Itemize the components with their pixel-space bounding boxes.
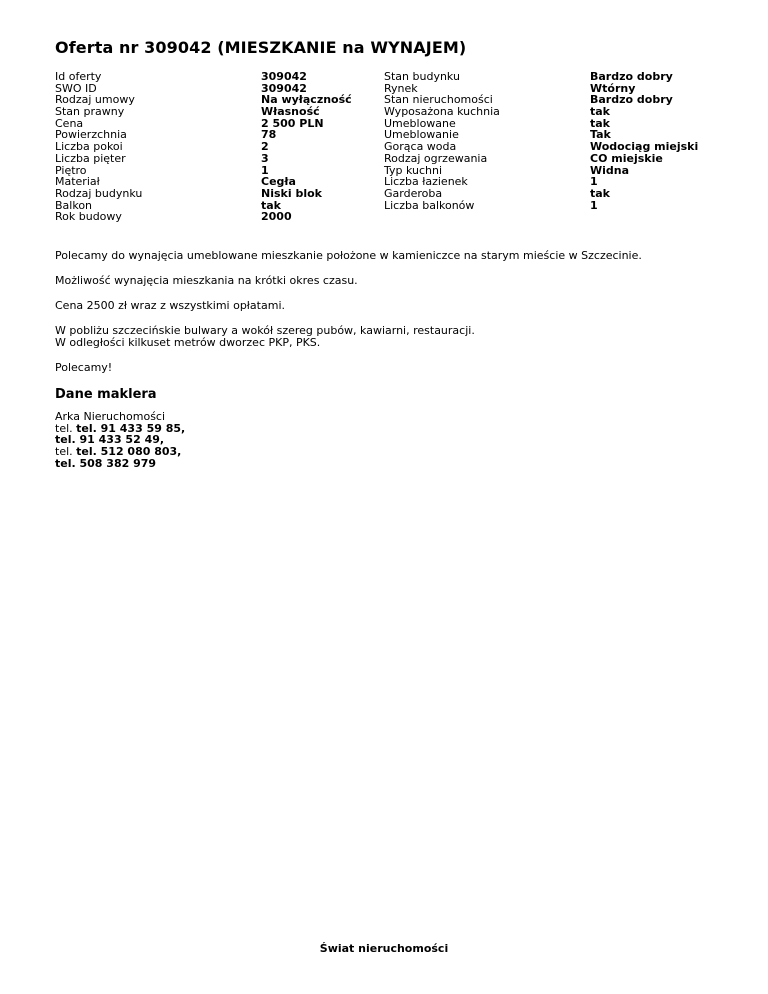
footer-brand: Świat nieruchomości <box>319 942 449 955</box>
detail-value: Bardzo dobry <box>590 93 673 107</box>
detail-label: Balkon <box>55 198 93 212</box>
agent-info <box>55 410 735 470</box>
detail-value: Własność <box>261 105 320 119</box>
detail-value: 2000 <box>261 210 292 224</box>
detail-label: Id oferty <box>55 70 102 83</box>
details-left-values <box>261 71 352 223</box>
offer-description <box>55 250 735 374</box>
detail-label: Umeblowane <box>384 116 456 130</box>
detail-label: Liczba pięter <box>55 151 126 165</box>
details-right-labels <box>384 71 500 211</box>
detail-label: Powierzchnia <box>55 128 127 142</box>
description-line: W odległości kilkuset metrów dworzec PKP, PKS. <box>55 336 321 349</box>
detail-value: Widna <box>590 163 630 177</box>
phone-prefix: tel. <box>55 445 77 459</box>
detail-value: Cegła <box>261 175 296 189</box>
agent-company: Arka Nieruchomości <box>55 410 166 423</box>
detail-label: Piętro <box>55 163 87 177</box>
agent-phone <box>55 458 735 470</box>
detail-label: Rok budowy <box>55 210 122 224</box>
detail-label: Garderoba <box>384 186 443 200</box>
detail-value: Bardzo dobry <box>590 70 673 83</box>
detail-label: SWO ID <box>55 81 97 95</box>
detail-value: Na wyłączność <box>261 93 352 107</box>
detail-value: 3 <box>261 151 269 165</box>
detail-label: Umeblowanie <box>384 128 459 142</box>
phone-number: tel. 508 382 979 <box>55 456 157 470</box>
agent-heading: Dane maklera <box>55 387 157 402</box>
details-left-labels <box>55 71 142 223</box>
detail-label: Liczba łazienek <box>384 175 468 189</box>
description-line: Polecamy! <box>55 361 113 374</box>
phone-number: tel. 91 433 59 85, <box>76 421 186 435</box>
detail-value: 2 <box>261 140 269 154</box>
detail-label: Rodzaj umowy <box>55 93 135 107</box>
detail-value: tak <box>590 186 610 200</box>
description-paragraph <box>55 250 735 262</box>
detail-value: 78 <box>261 128 277 142</box>
detail-value: Wtórny <box>590 81 636 95</box>
detail-label: Gorąca woda <box>384 140 457 154</box>
detail-label: Stan nieruchomości <box>384 93 493 107</box>
detail-value: 309042 <box>261 81 307 95</box>
detail-label: Rynek <box>384 81 418 95</box>
detail-value: Tak <box>590 128 611 142</box>
detail-value: 309042 <box>261 70 307 83</box>
description-paragraph <box>55 300 735 312</box>
detail-label: Rodzaj ogrzewania <box>384 151 488 165</box>
description-paragraph <box>55 362 735 374</box>
page-title: Oferta nr 309042 (MIESZKANIE na WYNAJEM) <box>55 38 467 57</box>
detail-value: tak <box>590 116 610 130</box>
detail-value: tak <box>261 198 281 212</box>
detail-label: Typ kuchni <box>384 163 443 177</box>
description-line: Cena 2500 zł wraz z wszystkimi opłatami. <box>55 299 285 312</box>
detail-label: Liczba balkonów <box>384 198 475 212</box>
detail-label: Stan prawny <box>55 105 125 119</box>
detail-value: 2 500 PLN <box>261 116 324 130</box>
description-line: Polecamy do wynajęcia umeblowane mieszkanie położone w kamieniczce na starym mieście w Szczecinie. <box>55 249 642 262</box>
offer-document <box>55 38 735 470</box>
detail-value: 1 <box>590 198 598 212</box>
description-paragraph <box>55 275 735 287</box>
detail-label: Cena <box>55 116 84 130</box>
detail-value: Wodociąg miejski <box>590 140 699 154</box>
detail-label: Stan budynku <box>384 70 460 83</box>
detail-value: CO miejskie <box>590 151 663 165</box>
phone-number: tel. 91 433 52 49, <box>55 433 165 447</box>
agent-phones <box>55 421 735 470</box>
phone-number: tel. 512 080 803, <box>76 445 182 459</box>
description-line: W pobliżu szczecińskie bulwary a wokół szereg pubów, kawiarni, restauracji. <box>55 324 475 337</box>
agent-phone <box>55 446 735 458</box>
detail-label: Wyposażona kuchnia <box>384 105 500 119</box>
detail-value: 1 <box>261 163 269 177</box>
detail-label: Liczba pokoi <box>55 140 123 154</box>
offer-details <box>55 71 735 227</box>
description-line: Możliwość wynajęcia mieszkania na krótki okres czasu. <box>55 274 358 287</box>
details-right-values <box>590 71 698 211</box>
detail-label: Rodzaj budynku <box>55 186 143 200</box>
detail-value: tak <box>590 105 610 119</box>
phone-prefix: tel. <box>55 421 77 435</box>
detail-label: Materiał <box>55 175 100 189</box>
description-paragraph <box>55 325 735 349</box>
detail-value: Niski blok <box>261 186 322 200</box>
detail-value: 1 <box>590 175 598 189</box>
